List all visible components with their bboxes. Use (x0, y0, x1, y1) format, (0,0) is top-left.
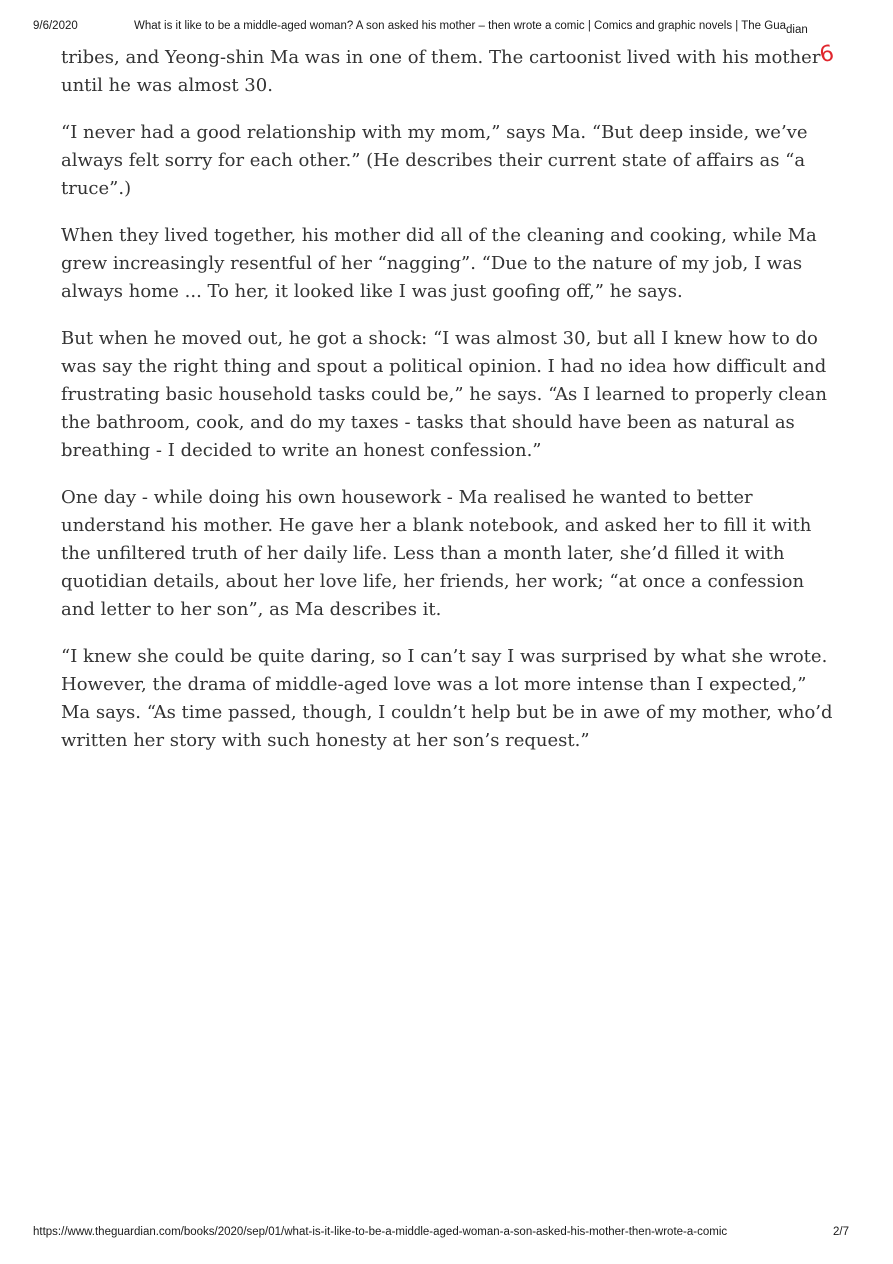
page-number: 2/7 (833, 1226, 849, 1238)
print-title (134, 20, 808, 36)
paragraph: tribes, and Yeong-shin Ma was in one of them. The cartoonist lived with his mother until he was almost 30. (61, 47, 821, 96)
print-date: 9/6/2020 (33, 20, 78, 32)
paragraph: When they lived together, his mother did all of the cleaning and cooking, while Ma grew increasingly resentful of her “nagging”. “Due to the nature of my job, I was always home ... To her, it looked like I was just goofing off,” he says. (61, 225, 817, 302)
paragraph: “I never had a good relationship with my mom,” says Ma. “But deep inside, we’ve always felt sorry for each other.” (He describes their current state of affairs as “a truce”.) (61, 122, 808, 199)
article-body (61, 40, 841, 774)
handwritten-page-mark: 6 (817, 40, 837, 69)
paragraph: One day - while doing his own housework - Ma realised he wanted to better understand his mother. He gave her a blank notebook, and asked her to fill it with the unfiltered truth of her daily life. Less than a month later, she’d filled it with quotidian details, about her love life, her friends, her work; “at once a confession and letter to her son”, as Ma describes it. (61, 487, 812, 620)
print-title-text: What is it like to be a middle-aged woman? A son asked his mother – then wrote a comic | Comics and graphic novels | The Gua (134, 20, 787, 32)
paragraph: “I knew she could be quite daring, so I can’t say I was surprised by what she wrote. However, the drama of middle-aged love was a lot more intense than I expected,” Ma says. “As time passed, though, I couldn’t help but be in awe of my mother, who’d written her story with such honesty at her son’s request.” (61, 646, 833, 751)
page-url: https://www.theguardian.com/books/2020/sep/01/what-is-it-like-to-be-a-middle-aged-woman-a-son-asked-his-mother-then-wrote-a-comic (33, 1226, 728, 1238)
print-header (33, 20, 843, 40)
paragraph: But when he moved out, he got a shock: “I was almost 30, but all I knew how to do was say the right thing and spout a political opinion. I had no idea how difficult and frustrating basic household tasks could be,” he says. “As I learned to properly clean the bathroom, cook, and do my taxes - tasks that should have been as natural as breathing - I decided to write an honest confession.” (61, 328, 827, 461)
print-title-tail: dian (786, 24, 808, 36)
